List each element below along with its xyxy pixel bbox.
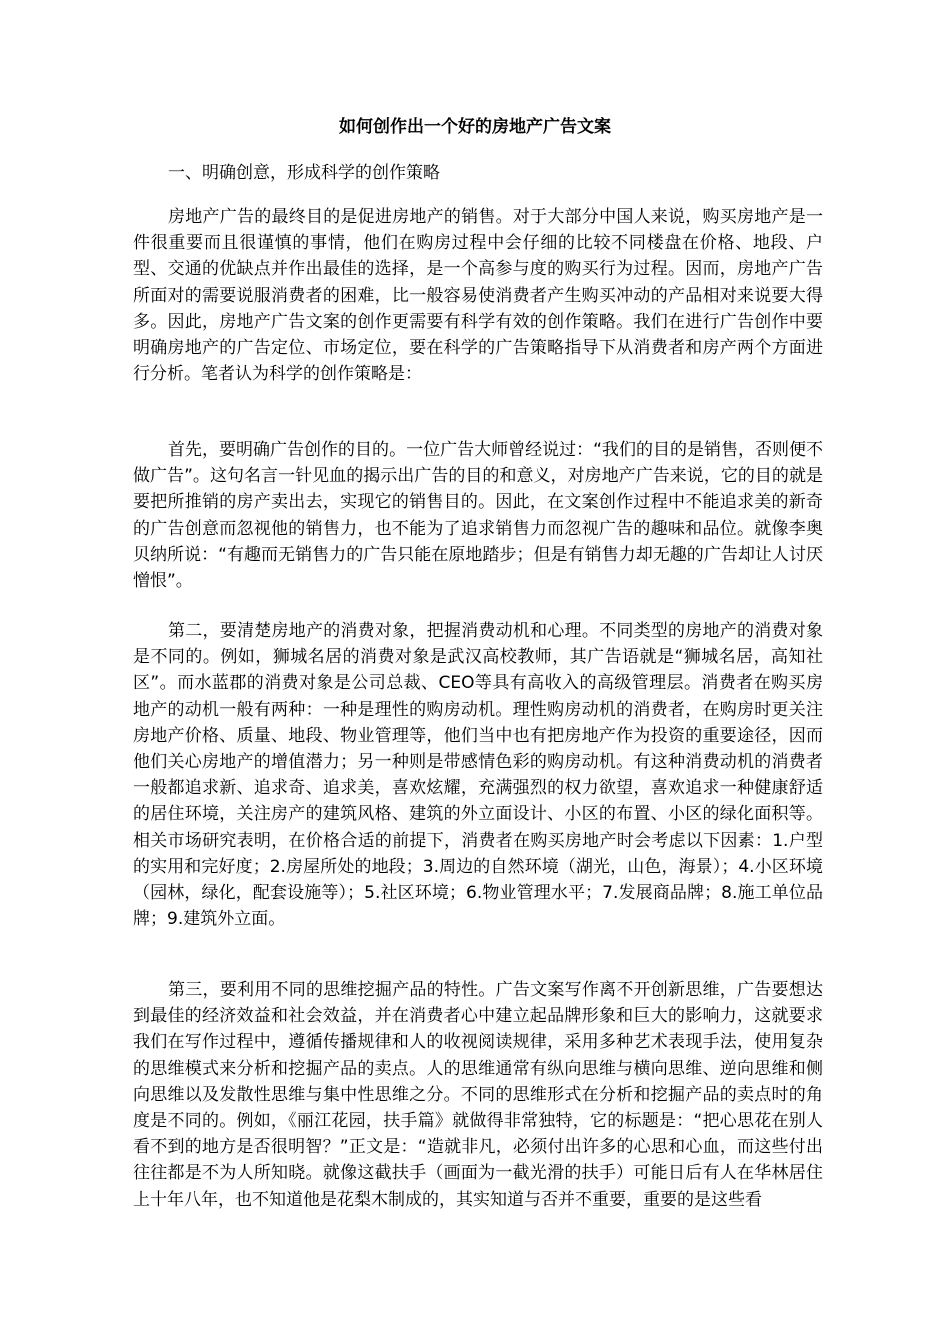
section-heading: 一、明确创意，形成科学的创作策略	[168, 163, 440, 183]
paragraph: 第二，要清楚房地产的消费对象，把握消费动机和心理。不同类型的房地产的消费对象是不同的。例如，狮城名居的消费对象是武汉高校教师，其广告语就是“狮城名居，高知社区”。而水蓝郡的消费对象是公司总裁、CEO等具有高收入的高级管理层。消费者在购买房地产的动机一般有两种：一种是理性的购房动机。理性购房动机的消费者，在购房时更关注房地产价格、质量、地段、物业管理等，他们当中也有把房地产作为投资的重要途径，因而他们关心房地产的增值潜力；另一种则是带感情色彩的购房动机。有这种消费动机的消费者一般都追求新、追求奇、追求美，喜欢炫耀，充满强烈的权力欲望，喜欢追求一种健康舒适的居住环境，关注房产的建筑风格、建筑的外立面设计、小区的布置、小区的绿化面积等。相关市场研究表明，在价格合适的前提下，消费者在购买房地产时会考虑以下因素：1.户型的实用和完好度；2.房屋所处的地段；3.周边的自然环境（湖光，山色，海景）；4.小区环境（园林，绿化，配套设施等）；5.社区环境；6.物业管理水平；7.发展商品牌；8.施工单位品牌；9.建筑外立面。	[133, 621, 823, 930]
paragraph: 第三，要利用不同的思维挖掘产品的特性。广告文案写作离不开创新思维，广告要想达到最佳的经济效益和社会效益，并在消费者心中建立起品牌形象和巨大的影响力，这就要求我们在写作过程中，遵循传播规律和人的收视阅读规律，采用多种艺术表现手法，使用复杂的思维模式来分析和挖掘产品的卖点。人的思维通常有纵向思维与横向思维、逆向思维和侧向思维以及发散性思维与集中性思维之分。不同的思维形式在分析和挖掘产品的卖点时的角度是不同的。例如，《丽江花园，扶手篇》就做得非常独特，它的标题是：“把心思花在别人看不到的地方是否很明智？”正文是：“造就非凡，必须付出许多的心思和心血，而这些付出往往都是不为人所知晓。就像这截扶手（画面为一截光滑的扶手）可能日后有人在华林居住上十年八年，也不知道他是花梨木制成的，其实知道与否并不重要，重要的是这些看	[133, 980, 823, 1210]
paragraph: 房地产广告的最终目的是促进房地产的销售。对于大部分中国人来说，购买房地产是一件很重要而且很谨慎的事情，他们在购房过程中会仔细的比较不同楼盘在价格、地段、户型、交通的优缺点并作出最佳的选择，是一个高参与度的购买行为过程。因而，房地产广告所面对的需要说服消费者的困难，比一般容易使消费者产生购买冲动的产品相对来说要大得多。因此，房地产广告文案的创作更需要有科学有效的创作策略。我们在进行广告创作中要明确房地产的广告定位、市场定位，要在科学的广告策略指导下从消费者和房产两个方面进行分析。笔者认为科学的创作策略是：	[133, 207, 823, 385]
document-title: 如何创作出一个好的房地产广告文案	[339, 117, 611, 137]
paragraph: 首先，要明确广告创作的目的。一位广告大师曾经说过：“我们的目的是销售，否则便不做广告”。这句名言一针见血的揭示出广告的目的和意义，对房地产广告来说，它的目的就是要把所推销的房产卖出去，实现它的销售目的。因此，在文案创作过程中不能追求美的新奇的广告创意而忽视他的销售力，也不能为了追求销售力而忽视广告的趣味和品位。就像李奥贝纳所说：“有趣而无销售力的广告只能在原地踏步；但是有销售力却无趣的广告却让人讨厌憎恨”。	[133, 440, 823, 592]
